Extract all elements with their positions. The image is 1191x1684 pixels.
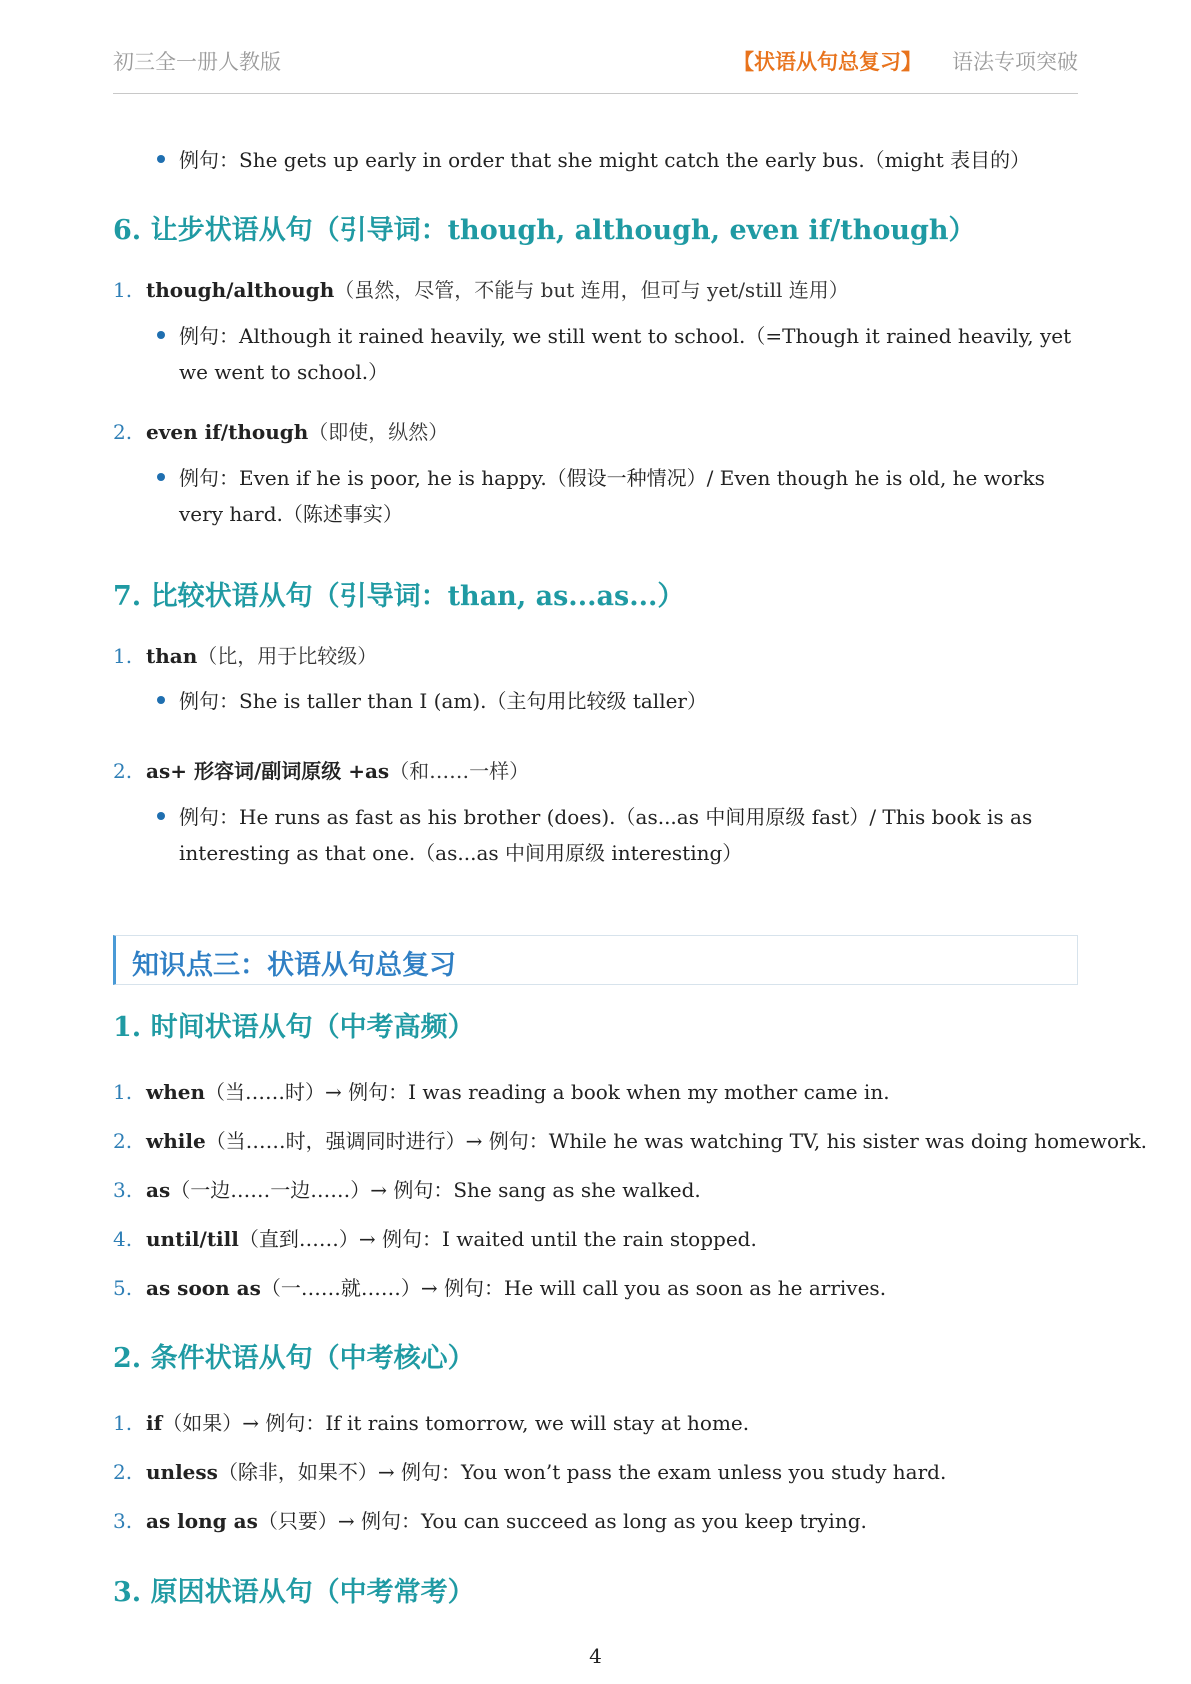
list-item: 3. as long as（只要）→ 例句：You can succeed as long as you keep trying. (113, 1509, 867, 1533)
banner-title: 知识点三：状语从句总复习 (132, 950, 456, 981)
section-heading-reason: 3. 原因状语从句（中考常考） (113, 1577, 475, 1608)
example-bullet: 例句：Even if he is poor, he is happy.（假设一种情况）/ Even though he is old, he works very hard.（陈述事实） (157, 460, 1082, 532)
list-item: 5. as soon as（一……就……）→ 例句：He will call you as soon as he arrives. (113, 1276, 887, 1300)
list-item: 2. while（当……时，强调同时进行）→ 例句：While he was watching TV, his sister was doing homework. (113, 1129, 1148, 1153)
list-item: 4. until/till（直到……）→ 例句：I waited until the rain stopped. (113, 1227, 757, 1251)
page-header (113, 46, 1078, 76)
list-item: 2. unless（除非，如果不）→ 例句：You won’t pass the exam unless you study hard. (113, 1460, 947, 1484)
list-item: 2. as+ 形容词/副词原级 +as（和……一样） (113, 759, 530, 783)
example-bullet: 例句：Although it rained heavily, we still went to school.（=Though it rained heavily, yet we went to school.） (157, 318, 1082, 390)
example-bullet: 例句：She is taller than I (am).（主句用比较级 taller） (157, 683, 1082, 719)
page-number: 4 (589, 1644, 602, 1668)
header-right (733, 46, 1078, 76)
header-book-title: 初三全一册人教版 (113, 50, 281, 74)
section-heading-condition: 2. 条件状语从句（中考核心） (113, 1343, 475, 1374)
bullet-dot-icon (157, 812, 165, 820)
list-item: 1. though/although（虽然，尽管，不能与 but 连用，但可与 yet/still 连用） (113, 278, 849, 302)
header-topic: 【状语从句总复习】 (733, 49, 922, 74)
section-heading-time: 1. 时间状语从句（中考高频） (113, 1012, 475, 1043)
bullet-dot-icon (157, 155, 165, 163)
list-item: 1. if（如果）→ 例句：If it rains tomorrow, we will stay at home. (113, 1411, 750, 1435)
bullet-dot-icon (157, 473, 165, 481)
list-item: 2. even if/though（即使，纵然） (113, 420, 449, 444)
knowledge-point-banner (113, 935, 1078, 985)
list-item: 1. when（当……时）→ 例句：I was reading a book when my mother came in. (113, 1080, 890, 1104)
header-divider (113, 93, 1078, 94)
bullet-dot-icon (157, 331, 165, 339)
list-item: 1. than（比，用于比较级） (113, 644, 378, 668)
section-heading-comparison: 7. 比较状语从句（引导词：than, as...as...） (113, 581, 685, 612)
header-series: 语法专项突破 (952, 50, 1078, 74)
list-item: 3. as（一边……一边……）→ 例句：She sang as she walked. (113, 1178, 701, 1202)
example-bullet: 例句：He runs as fast as his brother (does).（as...as 中间用原级 fast）/ This book is as interesting as that one.（as...as 中间用原级 interesting） (157, 799, 1082, 871)
example-bullet: 例句：She gets up early in order that she might catch the early bus.（might 表目的） (157, 142, 1082, 178)
bullet-dot-icon (157, 696, 165, 704)
section-heading-concession: 6. 让步状语从句（引导词：though, although, even if/though） (113, 215, 976, 246)
